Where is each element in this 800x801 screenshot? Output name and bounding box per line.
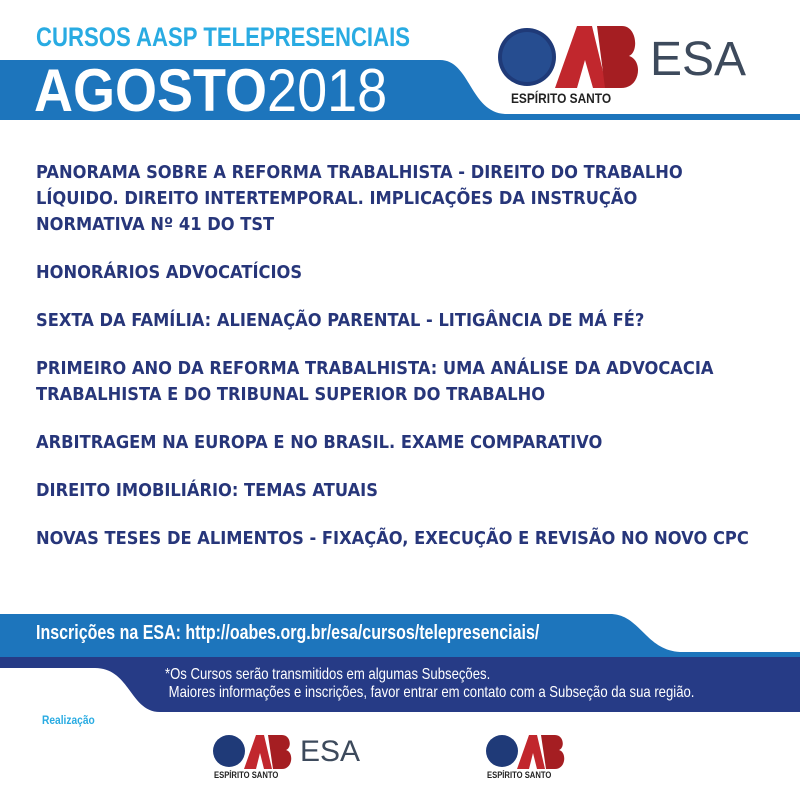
- course-title-line: HONORÁRIOS ADVOCATÍCIOS: [36, 263, 303, 283]
- course-item: [36, 356, 743, 408]
- footer-oab-logo: [485, 733, 575, 783]
- header-subtitle: CURSOS AASP TELEPRESENCIAIS: [36, 22, 410, 52]
- course-item: [36, 478, 743, 504]
- oab-emblem-icon: [485, 733, 575, 769]
- course-item: [36, 308, 743, 334]
- course-title-line: SEXTA DA FAMÍLIA: ALIENAÇÃO PARENTAL - LITIGÂNCIA DE MÁ FÉ?: [36, 311, 645, 331]
- month: AGOSTO: [34, 57, 268, 124]
- logo-esa: ESA: [300, 735, 361, 768]
- course-title-line: ARBITRAGEM NA EUROPA E NO BRASIL. EXAME COMPARATIVO: [36, 433, 603, 453]
- course-title-line: TRABALHISTA E DO TRIBUNAL SUPERIOR DO TRABALHO: [36, 385, 546, 405]
- note-line-1: *Os Cursos serão transmitidos em algumas Subseções.: [165, 666, 491, 683]
- course-title-line: DIREITO IMOBILIÁRIO: TEMAS ATUAIS: [36, 481, 378, 501]
- course-title-line: NOVAS TESES DE ALIMENTOS - FIXAÇÃO, EXECUÇÃO E REVISÃO NO NOVO CPC: [36, 529, 749, 549]
- course-title-line: PRIMEIRO ANO DA REFORMA TRABALHISTA: UMA ANÁLISE DA ADVOCACIA: [36, 359, 714, 379]
- year: 2018: [267, 57, 388, 124]
- footer-oab-esa-logo: [212, 733, 362, 783]
- course-item: [36, 430, 743, 456]
- logo-region: ESPÍRITO SANTO: [214, 770, 279, 780]
- registration-link[interactable]: Inscrições na ESA: http://oabes.org.br/esa/cursos/telepresenciais/: [36, 622, 540, 644]
- realizacao-label: Realização: [42, 713, 95, 727]
- note-line-2: Maiores informações e inscrições, favor entrar em contato com a Subseção da sua região.: [165, 684, 695, 701]
- logo-esa: ESA: [650, 33, 747, 86]
- course-title-line: PANORAMA SOBRE A REFORMA TRABALHISTA - DIREITO DO TRABALHO: [36, 163, 683, 183]
- logo-region: ESPÍRITO SANTO: [511, 90, 612, 106]
- course-title-line: NORMATIVA Nº 41 DO TST: [36, 215, 275, 235]
- oab-esa-logo: [497, 24, 747, 106]
- logo-region: ESPÍRITO SANTO: [487, 770, 552, 780]
- oab-emblem-icon: [212, 733, 302, 769]
- course-item: [36, 526, 749, 552]
- course-list: [36, 160, 796, 574]
- course-item: [36, 160, 743, 238]
- course-title-line: LÍQUIDO. DIREITO INTERTEMPORAL. IMPLICAÇÕES DA INSTRUÇÃO: [36, 189, 638, 209]
- oab-emblem-icon: [497, 24, 647, 90]
- transmission-note: [165, 666, 694, 702]
- course-item: [36, 260, 743, 286]
- header-month: [34, 56, 387, 126]
